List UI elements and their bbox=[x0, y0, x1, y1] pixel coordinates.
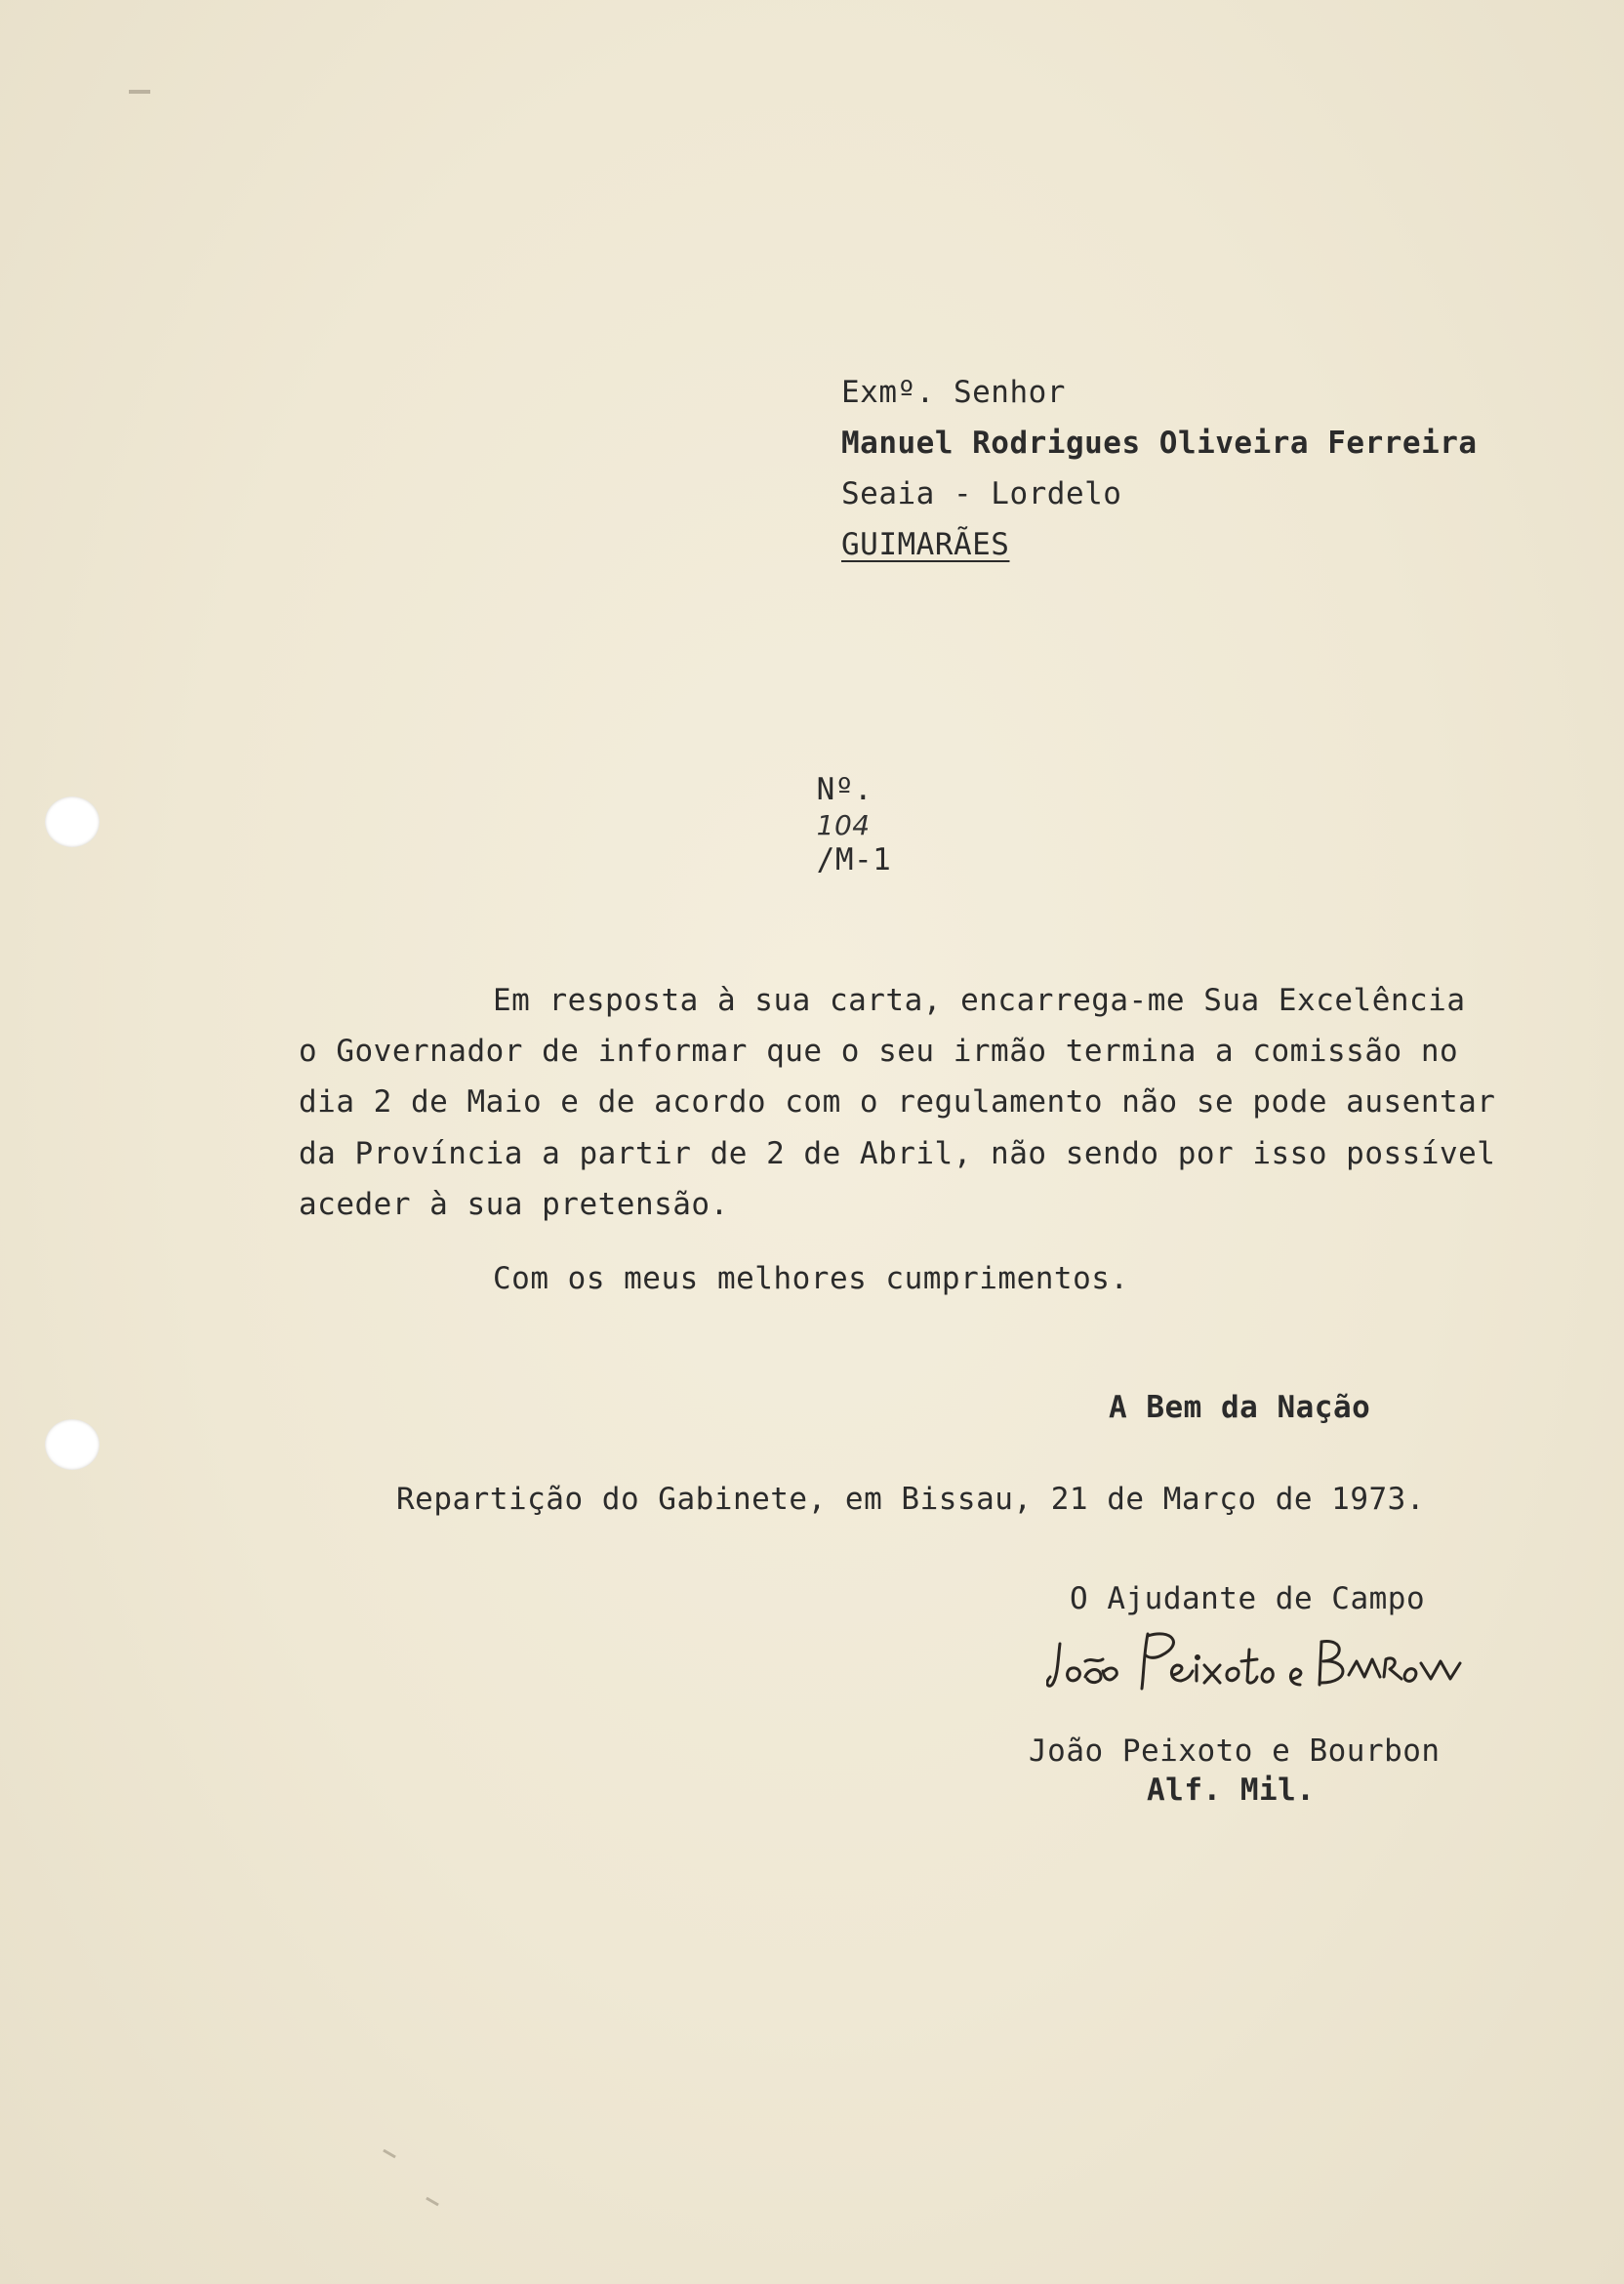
reference-handwritten-number: 104 bbox=[816, 809, 871, 841]
paper-speck bbox=[129, 90, 150, 94]
punch-hole-top bbox=[45, 796, 100, 847]
reference-prefix: Nº. bbox=[816, 772, 873, 807]
body-line-4: da Província a partir de 2 de Abril, não sendo por isso possível bbox=[299, 1136, 1496, 1171]
body-line-3: dia 2 de Maio e de acordo com o regulamento não se pode ausentar bbox=[299, 1084, 1496, 1120]
recipient-name: Manuel Rodrigues Oliveira Ferreira bbox=[841, 426, 1478, 461]
reference-suffix: /M-1 bbox=[816, 842, 892, 877]
punch-hole-bottom bbox=[45, 1419, 100, 1470]
signatory-name: João Peixoto e Bourbon bbox=[1029, 1733, 1441, 1769]
signatory-title: O Ajudante de Campo bbox=[1070, 1581, 1426, 1616]
recipient-city: GUIMARÃES bbox=[841, 527, 1010, 562]
paper-speck bbox=[426, 2197, 439, 2207]
body-line-1: Em resposta à sua carta, encarrega-me Sua Excelência bbox=[493, 983, 1466, 1018]
body-line-5: aceder à sua pretensão. bbox=[299, 1187, 729, 1222]
handwritten-signature bbox=[1046, 1620, 1476, 1698]
signatory-rank: Alf. Mil. bbox=[1147, 1773, 1316, 1808]
body-line-2: o Governador de informar que o seu irmão termina a comissão no bbox=[299, 1034, 1459, 1069]
closing-line: Com os meus melhores cumprimentos. bbox=[493, 1261, 1129, 1296]
reference-number bbox=[742, 737, 891, 913]
motto: A Bem da Nação bbox=[1109, 1390, 1371, 1425]
paper-speck bbox=[383, 2149, 396, 2159]
recipient-address: Seaia - Lordelo bbox=[841, 476, 1122, 511]
recipient-salutation: Exmº. Senhor bbox=[841, 375, 1066, 410]
place-date: Repartição do Gabinete, em Bissau, 21 de Março de 1973. bbox=[396, 1482, 1425, 1517]
